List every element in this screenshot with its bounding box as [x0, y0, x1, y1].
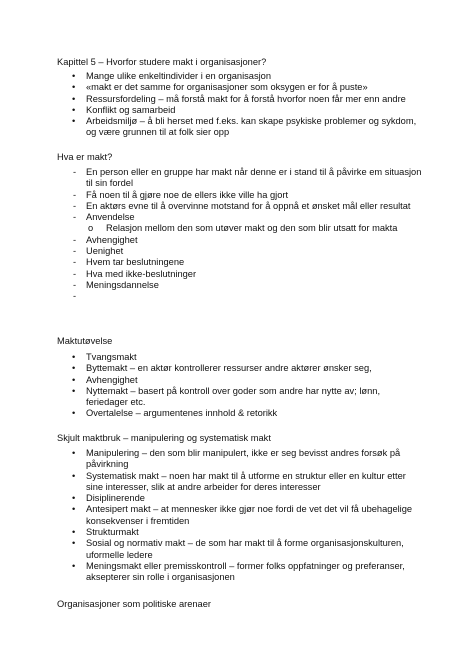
bullet-marker: • — [72, 408, 76, 419]
bullet-marker: • — [72, 538, 76, 549]
bullet-marker: • — [72, 385, 76, 396]
bullet-marker: • — [72, 504, 76, 515]
bullet-marker: • — [72, 116, 76, 127]
bullet-marker: • — [72, 470, 76, 481]
dash-marker: - — [73, 246, 77, 257]
list-item: - Få noen til å gjøre noe de ellers ikke ville ha gjort — [73, 189, 289, 200]
list-item: • Avhengighet — [72, 374, 138, 385]
list-item-empty — [72, 291, 422, 302]
dash-marker: - — [73, 189, 77, 200]
list-item: • Strukturmakt — [72, 527, 139, 538]
bullet-marker: • — [72, 448, 76, 458]
list-item: • Disiplinerende — [72, 493, 145, 504]
list-item: - En person eller en gruppe har makt når denne er i stand til å påvirke em situasjon til sin fordel — [73, 167, 422, 189]
dash-marker: - — [73, 200, 77, 211]
bullet-marker: • — [72, 93, 76, 104]
list-item: • Manipulering – den som blir manipulert, ikke er seg bevisst andres forsøk på påvirkning — [72, 448, 401, 470]
dash-marker: - — [73, 167, 77, 177]
list-subitem: o Relasjon mellom den som utøver makt og den som blir utsatt for makta — [88, 223, 398, 234]
section-heading-kapittel-5: Kapittel 5 – Hvorfor studere makt i organisasjoner? — [57, 57, 267, 67]
section-heading-skjult-maktbruk: Skjult maktbruk – manipulering og systematisk makt — [57, 433, 271, 443]
bullet-marker: • — [72, 71, 76, 81]
bullet-marker: • — [72, 527, 76, 538]
list-skjult-maktbruk — [72, 448, 422, 584]
bullet-marker: • — [72, 352, 76, 362]
dash-marker: - — [73, 279, 77, 290]
dash-marker: - — [73, 212, 77, 223]
list-item: • Ressursfordeling – må forstå makt for å forstå hvorfor noen får mer enn andre — [72, 93, 406, 104]
list-item: • Overtalelse – argumentenes innhold & retorikk — [72, 408, 278, 419]
list-item: • Byttemakt – en aktør kontrollerer ressurser andre aktører ønsker seg, — [72, 363, 372, 374]
bullet-marker: • — [72, 363, 76, 374]
circle-marker: o — [88, 223, 94, 234]
list-item: • Antesipert makt – at mennesker ikke gjør noe fordi de vet det vil få ubehagelige konsekvenser i fremtiden — [72, 504, 413, 526]
bullet-marker: • — [72, 82, 76, 93]
list-item: • Nyttemakt – basert på kontroll over goder som andre har nytte av; lønn, feriedager etc. — [72, 385, 381, 408]
dash-marker: - — [73, 257, 77, 268]
list-maktutovelse — [72, 352, 422, 420]
bullet-marker: • — [72, 374, 76, 385]
list-item: • «makt er det samme for organisasjoner som oksygen er for å puste» — [72, 82, 368, 93]
list-item: - En aktørs evne til å overvinne motstand for å oppnå et ønsket mål eller resultat — [73, 200, 411, 211]
list-item: • Meningsmakt eller premisskontroll – former folks oppfatninger og preferanser, aksepterer sin rolle i organisasjonen — [72, 560, 405, 583]
bullet-marker: • — [72, 104, 76, 115]
list-item: • Mange ulike enkeltindivider i en organisasjon — [72, 71, 272, 81]
list-hvorfor-studere-makt — [72, 71, 422, 139]
list-item: - Hvem tar beslutningene — [73, 257, 185, 268]
list-item: - Hva med ikke-beslutninger — [73, 268, 197, 279]
list-item: - Uenighet — [73, 246, 124, 257]
list-item: - Meningsdannelse — [73, 279, 159, 290]
section-heading-politiske-arenaer: Organisasjoner som politiske arenaer — [57, 599, 211, 609]
list-item: • Systematisk makt – noen har makt til å utforme en struktur eller en kultur etter sine interesser, slik at andre arbeider for deres interesser — [72, 470, 406, 492]
list-hva-er-makt — [72, 167, 422, 303]
list-item: • Sosial og normativ makt – de som har makt til å forme organisasjonskulturen, uformelle ledere — [72, 538, 404, 560]
dash-marker: - — [73, 291, 77, 302]
section-heading-maktutovelse: Maktutøvelse — [57, 336, 113, 346]
bullet-marker: • — [72, 560, 76, 571]
list-item: • Tvangsmakt — [72, 352, 137, 362]
dash-marker: - — [73, 234, 77, 245]
list-item: • Arbeidsmiljø – å bli herset med f.eks. kan skape psykiske problemer og sykdom, og være grunnen til at folk sier opp — [72, 116, 417, 138]
bullet-marker: • — [72, 493, 76, 504]
list-item: • Konflikt og samarbeid — [72, 104, 176, 115]
section-heading-hva-er-makt: Hva er makt? — [57, 152, 113, 162]
list-item: - Avhengighet — [73, 234, 138, 245]
list-item: - Anvendelse — [73, 212, 135, 223]
dash-marker: - — [73, 268, 77, 279]
